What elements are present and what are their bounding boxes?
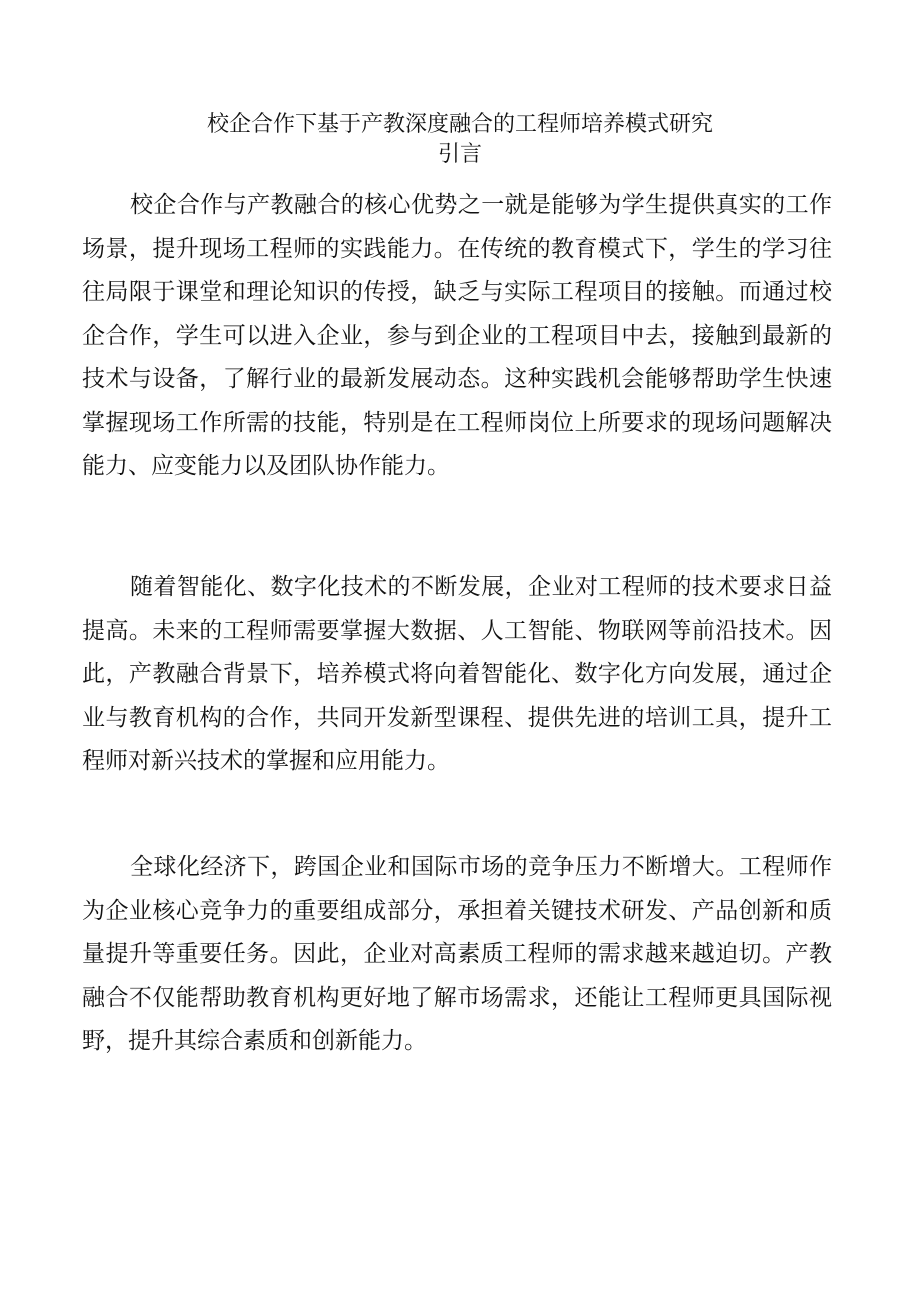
document-title: 校企合作下基于产教深度融合的工程师培养模式研究 [206, 112, 713, 137]
paragraph-2: 随着智能化、数字化技术的不断发展，企业对工程师的技术要求日益提高。未来的工程师需要掌握大数据、人工智能、物联网等前沿技术。因此，产教融合背景下，培养模式将向着智能化、数字化方向发展，通过企业与教育机构的合作，共同开发新型课程、提供先进的培训工具，提升工程师对新兴技术的掌握和应用能力。 [82, 574, 832, 774]
section-heading: 引言 [437, 142, 482, 167]
paragraph-3: 全球化经济下，跨国企业和国际市场的竞争压力不断增大。工程师作为企业核心竞争力的重要组成部分，承担着关键技术研发、产品创新和质量提升等重要任务。因此，企业对高素质工程师的需求越来越迫切。产教融合不仅能帮助教育机构更好地了解市场需求，还能让工程师更具国际视野，提升其综合素质和创新能力。 [82, 854, 832, 1054]
paragraph-1: 校企合作与产教融合的核心优势之一就是能够为学生提供真实的工作场景，提升现场工程师的实践能力。在传统的教育模式下，学生的学习往往局限于课堂和理论知识的传授，缺乏与实际工程项目的接触。而通过校企合作，学生可以进入企业，参与到企业的工程项目中去，接触到最新的技术与设备，了解行业的最新发展动态。这种实践机会能够帮助学生快速掌握现场工作所需的技能，特别是在工程师岗位上所要求的现场问题解决能力、应变能力以及团队协作能力。 [82, 192, 832, 479]
